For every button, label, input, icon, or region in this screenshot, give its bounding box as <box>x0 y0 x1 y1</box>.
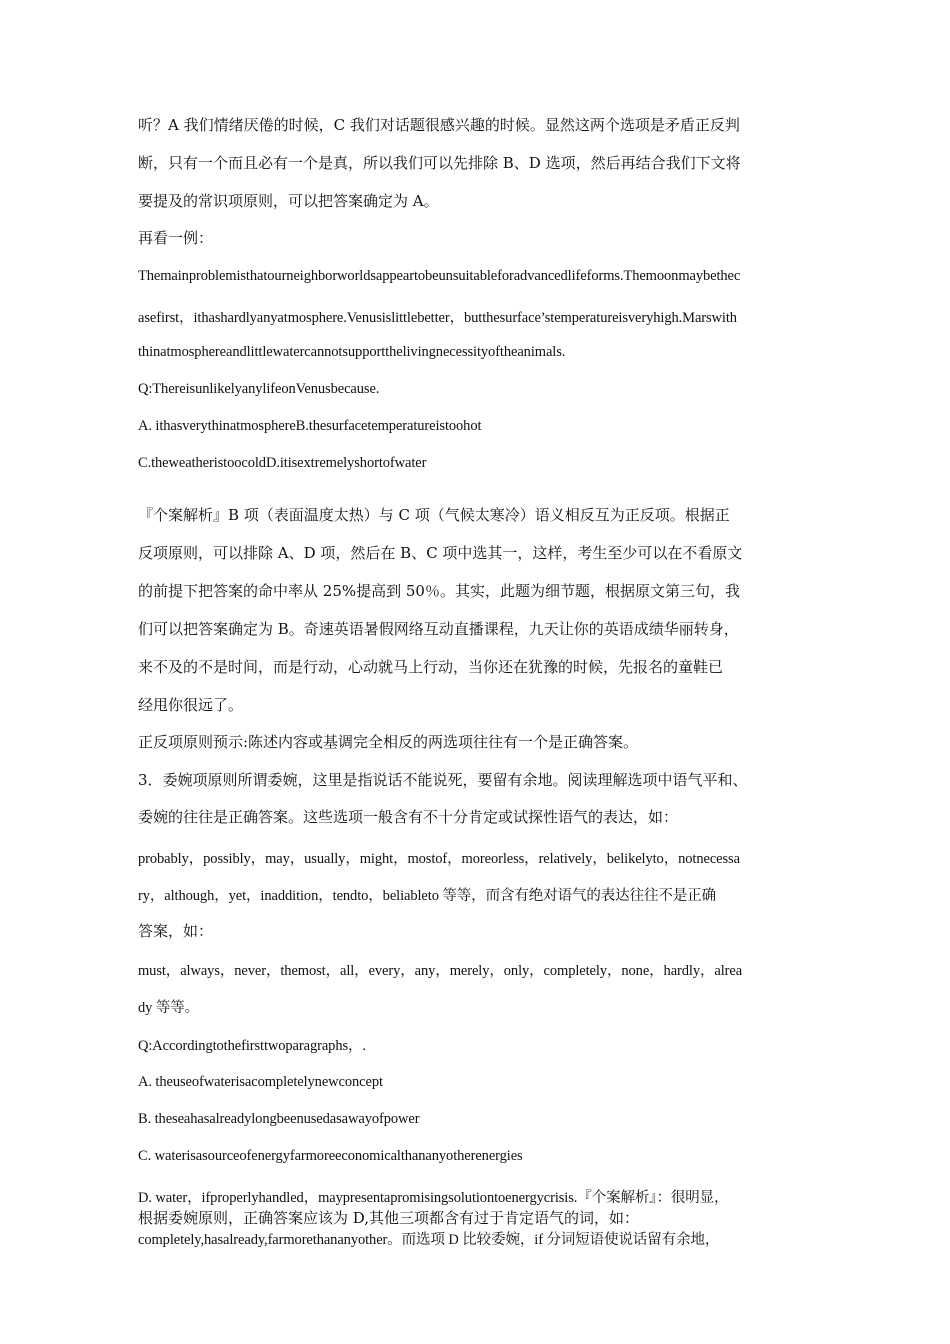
question-line: Q:ThereisunlikelyanylifeonVenusbecause. <box>138 381 380 397</box>
analysis-line: 们可以把答案确定为 B。奇速英语暑假网络互动直播课程，九天让你的英语成绩华丽转身， <box>138 620 739 638</box>
keyword-list-line: ry，although，yet，inaddition，tendto，beliableto 等等，而含有绝对语气的表达往往不是正确 <box>138 888 716 904</box>
question-line: Q:Accordingtothefirsttwoparagraphs，. <box>138 1038 366 1054</box>
english-passage-line: Themainproblemisthatourneighborworldsappeartobeunsuitableforadvancedlifeforms.Themoonmaybethec <box>138 268 741 284</box>
text-line: 委婉的往往是正确答案。这些选项一般含有不十分肯定或试探性语气的表达，如： <box>138 808 679 826</box>
analysis-line: completely,hasalready,farmorethananyother。而选项 D 比较委婉，if 分词短语使说话留有余地， <box>138 1232 720 1248</box>
text-line: 再看一例： <box>138 229 214 247</box>
option-line: C.theweatheristoocoldD.itisextremelyshortofwater <box>138 455 427 471</box>
principle-summary: 正反项原则预示:陈述内容或基调完全相反的两选项往往有一个是正确答案。 <box>138 733 639 751</box>
english-passage-line: asefirst，ithashardlyanyatmosphere.Venusislittlebetter，butthesurface’stemperatureisveryhigh.Marswith <box>138 310 737 326</box>
analysis-line: 根据委婉原则，正确答案应该为 D,其他三项都含有过于肯定语气的词，如： <box>138 1209 640 1227</box>
text-line: 断，只有一个而且必有一个是真，所以我们可以先排除 B、D 选项，然后再结合我们下文将 <box>138 154 741 172</box>
keyword-list-line: dy 等等。 <box>138 1000 200 1016</box>
keyword-list-line: must，always，never，themost，all，every，any，merely，only，completely，none，hardly，alrea <box>138 963 743 979</box>
option-line: B. theseahasalreadylongbeenusedasawayofpower <box>138 1111 420 1127</box>
english-passage-line: thinatmosphereandlittlewatercannotsupportthelivingnecessityoftheanimals. <box>138 344 566 360</box>
option-line: C. waterisasourceofenergyfarmoreeconomicalthananyotherenergies <box>138 1148 523 1164</box>
analysis-line: 经甩你很远了。 <box>138 696 244 714</box>
option-line: A. ithasverythinatmosphereB.thesurfacetemperatureistoohot <box>138 418 482 434</box>
analysis-line: 反项原则，可以排除 A、D 项，然后在 B、C 项中选其一，这样，考生至少可以在不看原文 <box>138 544 743 562</box>
text-line: 听？A 我们情绪厌倦的时候，C 我们对话题很感兴趣的时候。显然这两个选项是矛盾正反判 <box>138 116 740 134</box>
keyword-list-line: probably，possibly，may，usually，might，mostof，moreorless，relatively，belikelyto，notnecessa <box>138 851 740 867</box>
text-line: 要提及的常识项原则，可以把答案确定为 A。 <box>138 192 439 210</box>
option-line: D. water，ifproperlyhandled，maypresentapromisingsolutiontoenergycrisis.『个案解析』：很明显， <box>138 1190 729 1206</box>
option-line: A. theuseofwaterisacompletelynewconcept <box>138 1074 383 1090</box>
text-line: 答案，如： <box>138 922 214 940</box>
analysis-line: 来不及的不是时间，而是行动，心动就马上行动，当你还在犹豫的时候，先报名的童鞋已 <box>138 658 724 676</box>
analysis-line: 的前提下把答案的命中率从 25%提高到 50％。其实，此题为细节题，根据原文第三句，我 <box>138 582 740 600</box>
analysis-line: 『个案解析』B 项（表面温度太热）与 C 项（气候太寒冷）语义相反互为正反项。根据正 <box>138 506 730 524</box>
section-heading-line: 3．委婉项原则所谓委婉，这里是指说话不能说死，要留有余地。阅读理解选项中语气平和、 <box>138 771 748 789</box>
